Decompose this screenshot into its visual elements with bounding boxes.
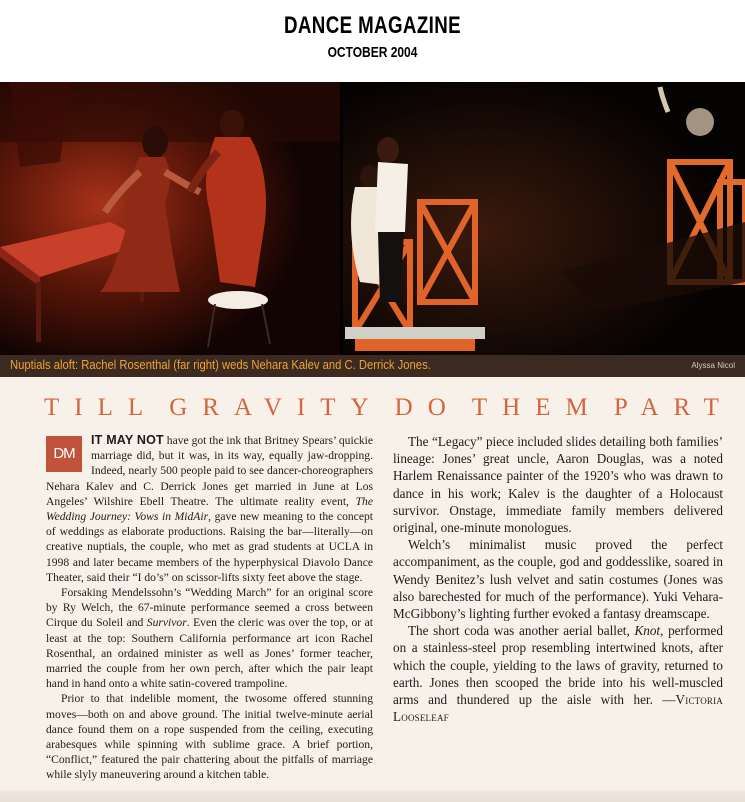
headline-word: THEM <box>471 393 603 421</box>
headline-word: PART <box>613 393 734 421</box>
headline-word: GRAVITY <box>169 393 384 421</box>
paragraph-1: DM IT MAY NOT have got the ink that Britney Spears’ quickie marriage did, but it was, in its way, equally jaw-dropping. Indeed, nearly 500 people paid to see dancer-choreographers Nehara Kalev and C. Derrick Jones get married in June at Los Angeles’ Wilshire Ebell Theatre. The ultimate reality event, The Wedding Journey: Vows in MidAir, gave new meaning to the concept of weddings as elaborate productions. Raising the bar—literally—on creative nuptials, the couple, who met as grad students at UCLA in 1998 and later became members of the hyperphysical Diavolo Dance Theater, said their “I do’s” on scissor-lifts sixty feet above the stage. <box>46 433 374 584</box>
dancer-male-head <box>220 110 244 138</box>
show-title: Knot <box>634 623 661 639</box>
paragraph-4: The “Legacy” piece included slides detailing both families’ lineage: Jones’ great uncle, Aaron Douglas, was a noted Harlem Renaissance painter of the 1920’s who was drawn to dance in his work; Kalev is the daughter of a Holocaust survivor. Onstage, immediate family members delivered original, one-minute monologues. <box>393 434 723 536</box>
paragraph-2: Forsaking Mendelssohn’s “Wedding March” for an original score by Ry Welch, the 67-minute performance seemed a cross between Cirque du Soleil and Survivor. Even the cleric was over the top, or at least at the top: Southern California performance art icon Rachel Rosenthal, an ordained minister as well as Jones’ former teacher, married the couple from her own perch, after which the pair leapt hand in hand onto a white satin-covered trampoline. <box>46 586 373 691</box>
masthead <box>0 0 745 82</box>
white-stool <box>208 291 268 309</box>
page-bottom-edge <box>0 790 745 802</box>
minister-figure <box>686 108 714 136</box>
show-title: Survivor <box>146 616 187 630</box>
show-title: The Wedding Journey: Vows in MidAir <box>46 494 373 524</box>
article <box>0 377 745 802</box>
paragraph-5: Welch’s minimalist music proved the perfect accompaniment, as the couple, god and goddesslike, soared in Wendy Benitez’s lush velvet and satin costumes (Jones was also barechested for much of the performance). Yuki Vehara-McGibbony’s lighting further evoked a fantasy dreamscape. <box>393 537 723 622</box>
photo-caption: Nuptials aloft: Rachel Rosenthal (far right) weds Nehara Kalev and C. Derrick Jones. <box>10 358 431 372</box>
byline: Victoria Looseleaf <box>393 692 723 725</box>
lead-in: IT MAY NOT <box>91 433 164 447</box>
paragraph-6: The short coda was another aerial ballet, Knot, performed on a stainless-steel prop resembling intertwined knots, after which the couple, yielding to the laws of gravity, returned to earth. Jones then scooped the bride into his well-muscled arms and thundered up the aisle with her. —Victoria Looseleaf <box>393 623 723 725</box>
paragraph-3: Prior to that indelible moment, the twosome offered stunning moves—both on and above ground. The initial twelve-minute aerial dance found them on a rope suspended from the ceiling, executing arabesques while spinning with sublime grace. A brief portion, “Conflict,” featured the pair chattering about the pitfalls of marriage while slyly maneuvering around a kitchen table. <box>46 692 373 782</box>
caption-bar <box>0 355 745 377</box>
headline-word: DO <box>394 393 461 421</box>
dancer-female-head <box>142 126 168 158</box>
performance-photo <box>0 82 745 355</box>
article-column-left <box>46 433 373 783</box>
headline <box>44 389 734 425</box>
groom-shirt <box>375 162 408 232</box>
photo-credit: Alyssa Nicol <box>691 361 735 370</box>
magazine-name: DANCE MAGAZINE <box>283 12 462 39</box>
article-column-right-flow <box>393 433 723 725</box>
stage-photo-illustration <box>0 82 745 355</box>
dropcap-logo: DM <box>46 436 82 472</box>
issue-date: OCTOBER 2004 <box>327 44 418 61</box>
headline-word: TILL <box>44 393 159 421</box>
